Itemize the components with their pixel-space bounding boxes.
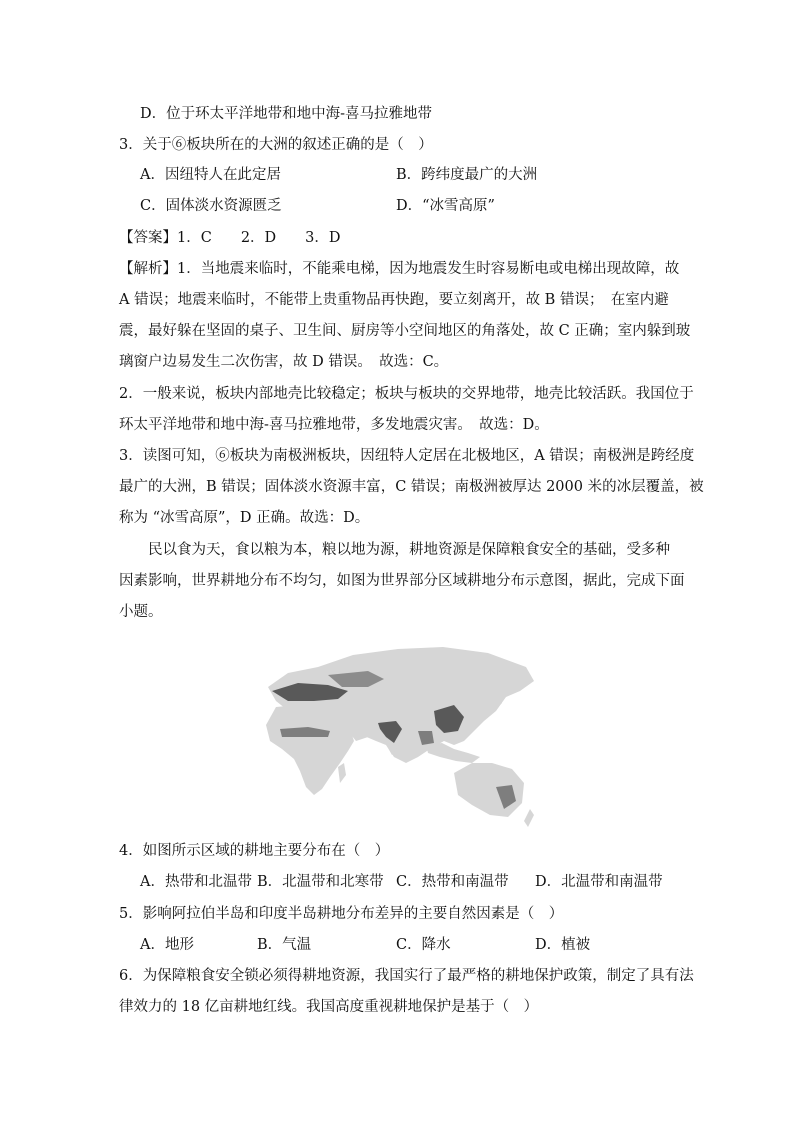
analysis-line: A 错误；地震来临时，不能带上贵重物品再快跑，要立刻离开，故 B 错误； 在室内避 <box>119 292 669 308</box>
question-5-option-b: B．气温 <box>257 937 312 953</box>
question-4-option-b: B．北温带和北寒带 <box>257 874 384 890</box>
analysis-line: 称为 “冰雪高原”，D 正确。故选：D。 <box>119 510 370 526</box>
question-3-option-d: D．“冰雪高原” <box>396 198 495 214</box>
answer-line: 【答案】1．C 2．D 3．D <box>119 230 341 246</box>
world-cropland-map <box>258 645 536 833</box>
question-5-option-d: D．植被 <box>535 937 591 953</box>
question-5-option-a: A．地形 <box>140 937 194 953</box>
question-4-stem: 4．如图所示区域的耕地主要分布在（ ） <box>119 843 390 859</box>
question-3-option-c: C．固体淡水资源匮乏 <box>140 198 282 214</box>
question-5-stem: 5．影响阿拉伯半岛和印度半岛耕地分布差异的主要自然因素是（ ） <box>119 906 564 922</box>
question-3-option-a: A．因纽特人在此定居 <box>140 167 281 183</box>
passage-line: 民以食为天，食以粮为本，粮以地为源，耕地资源是保障粮食安全的基础，受多种 <box>148 542 670 558</box>
analysis-line: 最广的大洲，B 错误；固体淡水资源丰富，C 错误；南极洲被厚达 2000 米的冰层覆盖，被 <box>119 479 704 495</box>
analysis-line: 2．一般来说，板块内部地壳比较稳定；板块与板块的交界地带，地壳比较活跃。我国位于 <box>119 386 694 402</box>
passage-line: 小题。 <box>119 604 163 620</box>
question-4-option-c: C．热带和南温带 <box>396 874 509 890</box>
question-5-option-c: C．降水 <box>396 937 451 953</box>
question-3-stem: 3．关于⑥板块所在的大洲的叙述正确的是（ ） <box>119 137 433 153</box>
question-2-option-d: D．位于环太平洋地带和地中海-喜马拉雅地带 <box>140 106 433 122</box>
analysis-line: 环太平洋地带和地中海-喜马拉雅地带，多发地震灾害。 故选：D。 <box>119 417 549 433</box>
question-6-line: 6．为保障粮食安全锁必须得耕地资源，我国实行了最严格的耕地保护政策，制定了具有法 <box>119 968 694 984</box>
question-4-option-a: A．热带和北温带 <box>140 874 252 890</box>
question-3-option-b: B．跨纬度最广的大洲 <box>396 167 538 183</box>
analysis-line: 震，最好躲在坚固的桌子、卫生间、厨房等小空间地区的角落处，故 C 正确；室内躲到玻 <box>119 323 691 339</box>
analysis-line: 【解析】1．当地震来临时，不能乘电梯，因为地震发生时容易断电或电梯出现故障，故 <box>119 261 680 277</box>
analysis-line: 3．读图可知，⑥板块为南极洲板块，因纽特人定居在北极地区，A 错误；南极洲是跨经度 <box>119 448 695 464</box>
passage-line: 因素影响，世界耕地分布不均匀，如图为世界部分区域耕地分布示意图，据此，完成下面 <box>119 573 685 589</box>
question-4-option-d: D．北温带和南温带 <box>535 874 663 890</box>
question-6-line: 律效力的 18 亿亩耕地红线。我国高度重视耕地保护是基于（ ） <box>119 999 539 1015</box>
analysis-line: 璃窗户边易发生二次伤害，故 D 错误。 故选：C。 <box>119 354 449 370</box>
